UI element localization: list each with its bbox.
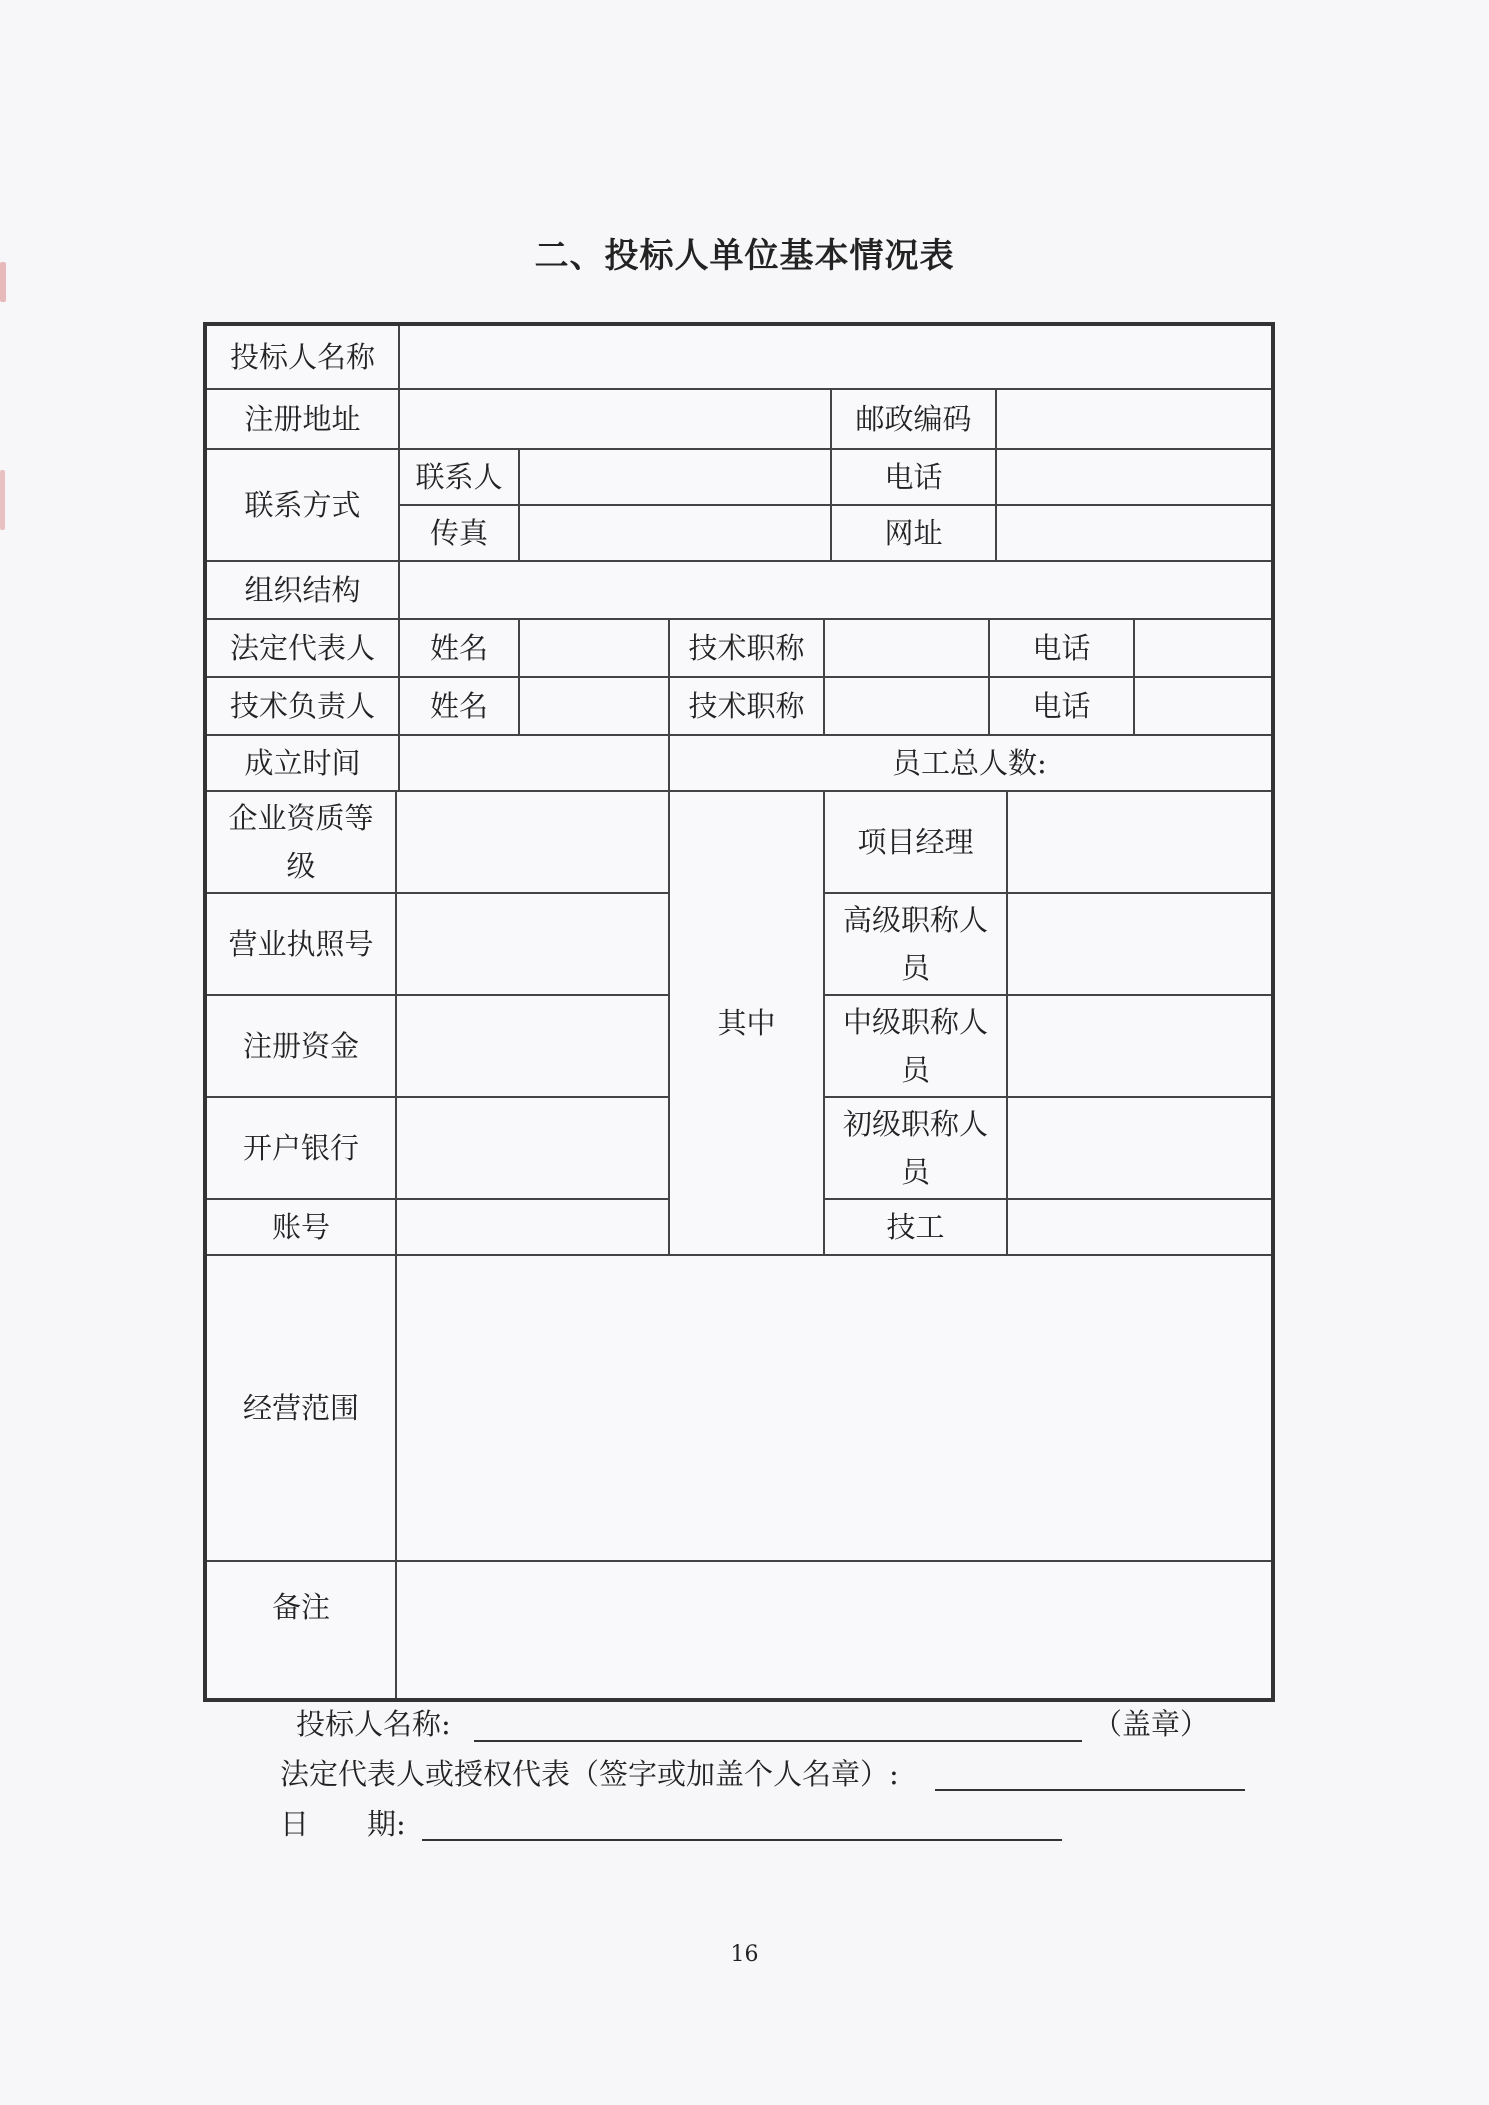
- legal-rep-phone-field[interactable]: [1135, 620, 1271, 678]
- technician-field[interactable]: [1008, 1200, 1271, 1256]
- label-contact-method: 联系方式: [207, 450, 400, 562]
- label-technician: 技工: [825, 1200, 1008, 1256]
- label-legal-rep-name: 姓名: [400, 620, 520, 678]
- label-among: 其中: [670, 792, 825, 1256]
- page-title: 二、投标人单位基本情况表: [534, 236, 955, 276]
- scan-artifact: [0, 262, 6, 302]
- label-legal-rep-phone: 电话: [990, 620, 1135, 678]
- label-total-staff: 员工总人数:: [670, 736, 1271, 792]
- founded-field[interactable]: [400, 736, 670, 792]
- label-junior-staff: 初级职称人员: [825, 1098, 1008, 1200]
- business-scope-field[interactable]: [397, 1256, 1271, 1562]
- label-account: 账号: [207, 1200, 397, 1256]
- label-business-scope: 经营范围: [207, 1256, 397, 1562]
- label-founded: 成立时间: [207, 736, 400, 792]
- label-contact-phone: 电话: [832, 450, 997, 506]
- qualification-field[interactable]: [397, 792, 670, 894]
- label-mid-staff: 中级职称人员: [825, 996, 1008, 1098]
- signature-line[interactable]: [935, 1789, 1245, 1791]
- scan-artifact: [0, 470, 5, 530]
- label-website: 网址: [832, 506, 997, 562]
- legal-rep-title-field[interactable]: [825, 620, 990, 678]
- reg-address-field[interactable]: [400, 390, 832, 450]
- label-reg-address: 注册地址: [207, 390, 400, 450]
- org-structure-field[interactable]: [400, 562, 1271, 620]
- page-number: 16: [730, 1942, 759, 1967]
- label-org-structure: 组织结构: [207, 562, 400, 620]
- label-contact-person: 联系人: [400, 450, 520, 506]
- label-project-manager: 项目经理: [825, 792, 1008, 894]
- label-qualification: 企业资质等级: [207, 792, 397, 894]
- label-tech-lead-title: 技术职称: [670, 678, 825, 736]
- label-legal-rep: 法定代表人: [207, 620, 400, 678]
- mid-staff-field[interactable]: [1008, 996, 1271, 1098]
- bidder-info-form: [203, 322, 1275, 1702]
- label-legal-rep-title: 技术职称: [670, 620, 825, 678]
- label-postcode: 邮政编码: [832, 390, 997, 450]
- postcode-field[interactable]: [997, 390, 1271, 450]
- label-remarks: 备注: [207, 1562, 397, 1698]
- legal-rep-name-field[interactable]: [520, 620, 670, 678]
- bank-field[interactable]: [397, 1098, 670, 1200]
- contact-person-field[interactable]: [520, 450, 832, 506]
- label-license-no: 营业执照号: [207, 894, 397, 996]
- label-senior-staff: 高级职称人员: [825, 894, 1008, 996]
- tech-lead-title-field[interactable]: [825, 678, 990, 736]
- reg-capital-field[interactable]: [397, 996, 670, 1098]
- label-fax: 传真: [400, 506, 520, 562]
- label-tech-lead-name: 姓名: [400, 678, 520, 736]
- senior-staff-field[interactable]: [1008, 894, 1271, 996]
- footer-bidder-name-label: 投标人名称:: [296, 1707, 451, 1741]
- label-bank: 开户银行: [207, 1098, 397, 1200]
- tech-lead-name-field[interactable]: [520, 678, 670, 736]
- project-manager-field[interactable]: [1008, 792, 1271, 894]
- contact-phone-field[interactable]: [997, 450, 1271, 506]
- label-bidder-name: 投标人名称: [207, 326, 400, 390]
- label-reg-capital: 注册资金: [207, 996, 397, 1098]
- footer-signature-label: 法定代表人或授权代表（签字或加盖个人名章）:: [280, 1757, 899, 1791]
- tech-lead-phone-field[interactable]: [1135, 678, 1271, 736]
- footer-seal: （盖章）: [1093, 1707, 1210, 1741]
- account-field[interactable]: [397, 1200, 670, 1256]
- date-line[interactable]: [422, 1839, 1062, 1841]
- fax-field[interactable]: [520, 506, 832, 562]
- label-tech-lead: 技术负责人: [207, 678, 400, 736]
- remarks-field[interactable]: [397, 1562, 1271, 1698]
- license-no-field[interactable]: [397, 894, 670, 996]
- bidder-name-field[interactable]: [400, 326, 1271, 390]
- junior-staff-field[interactable]: [1008, 1098, 1271, 1200]
- footer-date-label: 日 期:: [280, 1807, 406, 1841]
- label-tech-lead-phone: 电话: [990, 678, 1135, 736]
- website-field[interactable]: [997, 506, 1271, 562]
- bidder-name-signature-line[interactable]: [474, 1740, 1082, 1742]
